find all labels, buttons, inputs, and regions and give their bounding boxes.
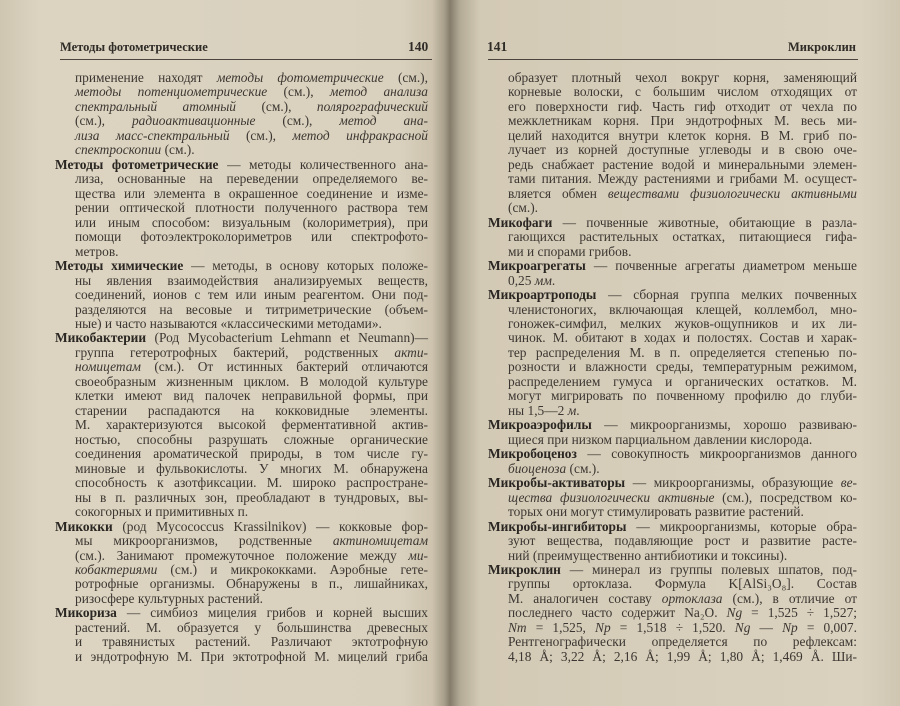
text-line xyxy=(75,591,428,606)
text-segment: (род Mycococcus Krassilnikov) — кокковые фор- xyxy=(112,518,428,534)
text-segment: (см.), xyxy=(75,113,132,129)
headword: Микроаэрофилы xyxy=(488,417,592,433)
text-line xyxy=(75,446,428,461)
text-line xyxy=(508,634,857,649)
text-segment: (см.). От истинных бактерий отличаются xyxy=(140,359,428,375)
text-line xyxy=(75,562,428,577)
text-segment: — совокупность микроорганизмов данного xyxy=(576,446,857,462)
cross-reference: ми- xyxy=(408,547,428,563)
text-segment: растений. М. образуется у большинства древесных xyxy=(75,619,428,635)
text-segment: розности и влажности среды, температурным режимом, xyxy=(508,359,857,375)
text-line xyxy=(75,403,428,418)
text-line xyxy=(75,345,428,360)
text-line xyxy=(508,576,857,591)
text-segment: — микроорганизмы, которые обра- xyxy=(626,518,857,534)
text-segment: (см.). xyxy=(508,200,539,216)
text-segment: (см.), xyxy=(236,98,317,114)
text-segment: старении распадаются на кокковидные элементы. xyxy=(75,402,428,418)
header-rule xyxy=(60,59,432,60)
text-segment: группа гетеротрофных бактерий, родственных xyxy=(75,344,395,360)
text-line xyxy=(508,84,857,99)
cross-reference: лиза масс-спектральный xyxy=(75,127,230,143)
cross-reference: методы потенциометрические xyxy=(75,84,268,100)
cross-reference: метод инфракрасной xyxy=(292,127,428,143)
text-line xyxy=(508,157,857,172)
text-segment: рении оптической плотности полученного раствора тем xyxy=(75,200,428,216)
text-segment: (см.), xyxy=(229,127,293,143)
text-line xyxy=(508,113,857,128)
headword: Микроклин xyxy=(488,561,561,577)
text-line xyxy=(488,417,857,432)
cross-reference: номицетам xyxy=(75,359,141,375)
text-segment: сокогорных и примитивных п. xyxy=(75,504,249,520)
text-segment: (см.), посредством ко- xyxy=(714,489,857,505)
text-line xyxy=(75,533,428,548)
text-segment: . xyxy=(576,402,580,418)
text-segment: = 0,007. xyxy=(797,619,857,635)
text-line xyxy=(508,128,857,143)
text-line xyxy=(75,576,428,591)
text-segment: (см.), xyxy=(267,84,330,100)
headword: Микокки xyxy=(55,518,113,534)
cross-reference: актиномицетам xyxy=(332,533,428,549)
text-segment: тер распределения М. в п. определяется степенью по- xyxy=(508,344,857,360)
text-segment: — симбиоз мицелия грибов и корней высших xyxy=(116,605,428,621)
text-line xyxy=(488,258,857,273)
right-page xyxy=(450,0,900,706)
text-line xyxy=(488,287,857,302)
text-line xyxy=(75,620,428,635)
text-line xyxy=(508,99,857,114)
text-line xyxy=(75,548,428,563)
text-line xyxy=(75,388,428,403)
text-segment: группы ортоклаза. Формула K[AlSi₃O₈]. Состав xyxy=(508,576,857,592)
cross-reference: Np xyxy=(782,619,798,635)
cross-reference: ве- xyxy=(840,475,857,491)
text-line xyxy=(508,229,857,244)
text-line xyxy=(75,649,428,664)
text-segment: . xyxy=(551,272,556,288)
cross-reference: акти- xyxy=(394,344,428,360)
headword: Микробы-ингибиторы xyxy=(488,518,627,534)
text-line xyxy=(55,157,428,172)
text-segment: мы микроорганизмов, родственные xyxy=(75,533,333,549)
cross-reference: биоценоза xyxy=(508,460,567,476)
text-segment: применение находят xyxy=(75,70,217,85)
page-number: 141 xyxy=(487,39,508,54)
headword: Микроагрегаты xyxy=(488,258,586,274)
text-segment: 4,18 Å; 3,22 Å; 2,16 Å; 1,99 Å; 1,80 Å; 1,469 Å. Ши- xyxy=(508,648,857,664)
cross-reference: метод ана- xyxy=(339,113,428,129)
text-line xyxy=(508,504,857,519)
text-line xyxy=(75,273,428,288)
cross-reference: мм xyxy=(534,272,552,288)
cross-reference: метод анализа xyxy=(329,84,428,100)
text-segment: — минерал из группы полевых шпатов, под- xyxy=(560,561,857,577)
cross-reference: Np xyxy=(595,619,611,635)
headword: Микробоценоз xyxy=(488,446,577,462)
text-segment: — методы количественного ана- xyxy=(218,156,428,172)
text-segment: = 1,525, xyxy=(526,619,596,635)
text-segment: метров. xyxy=(75,243,119,259)
text-line xyxy=(75,128,428,143)
text-segment: ностью, способны разрушать сложные органические xyxy=(75,431,428,447)
cross-reference: м xyxy=(567,402,577,418)
text-segment: миновые и фульвокислоты. У многих М. обнаружена xyxy=(75,460,428,476)
text-line xyxy=(75,359,428,374)
text-line xyxy=(488,519,857,534)
text-segment: целий находится внутри клеток корня. В М. гриб по- xyxy=(508,127,857,143)
text-line xyxy=(508,533,857,548)
text-segment: = 1,525 ÷ 1,527; xyxy=(742,605,857,621)
text-line xyxy=(75,84,428,99)
cross-reference: Ng xyxy=(734,619,751,635)
text-segment: образует плотный чехол вокруг корня, заменяющий xyxy=(508,70,857,85)
text-segment: его поверхности гиф. Часть гиф отходит от чехла по xyxy=(508,98,857,114)
text-line xyxy=(75,70,428,85)
text-segment: лучает из корней доступные углеводы и в свою оче- xyxy=(508,142,857,158)
text-segment: лиза, основанные на переведении определяемого ве- xyxy=(75,171,428,187)
text-line xyxy=(508,186,857,201)
text-segment: М. характеризуются высокой ферментативной актив- xyxy=(75,417,428,433)
text-segment: членистоногих, включающая клещей, коллембол, мно- xyxy=(508,301,857,317)
text-line xyxy=(75,186,428,201)
text-segment: 0,25 xyxy=(508,272,535,288)
headword: Микробы-активаторы xyxy=(488,475,626,491)
text-line xyxy=(75,504,428,519)
text-line xyxy=(508,649,857,664)
text-line xyxy=(75,490,428,505)
text-segment: соединений, ионов с тем или иным реагентом. Они под- xyxy=(75,287,428,303)
text-line xyxy=(508,403,857,418)
text-segment: тами питания. Между растениями и грибами М. осущест- xyxy=(508,171,857,187)
text-line xyxy=(75,113,428,128)
text-segment: ны 1,5—2 xyxy=(508,402,568,418)
text-segment: — xyxy=(750,619,783,635)
text-segment: щества или элемента в окрашенное соединение и изме- xyxy=(75,185,428,201)
text-line xyxy=(75,142,428,157)
text-line xyxy=(75,461,428,476)
text-line xyxy=(508,330,857,345)
text-line xyxy=(75,316,428,331)
text-segment: Рентгенографически определяется по рефлексам: xyxy=(508,634,857,650)
text-line xyxy=(55,258,428,273)
text-line xyxy=(508,591,857,606)
cross-reference: полярографический xyxy=(316,98,429,114)
text-segment: (Род Mycobacterium Lehmann et Neumann)— xyxy=(146,330,428,346)
text-line xyxy=(508,490,857,505)
text-segment: распределением гумуса и органических остатков. М. xyxy=(508,373,857,389)
cross-reference: кобактериями xyxy=(75,561,158,577)
running-title: Микроклин xyxy=(787,40,856,54)
text-line xyxy=(508,548,857,563)
text-line xyxy=(488,215,857,230)
cross-reference: Ng xyxy=(726,605,743,621)
text-line xyxy=(508,70,857,85)
text-line xyxy=(508,273,857,288)
text-segment: редь снабжает растение водой и минеральными элемен- xyxy=(508,156,857,172)
text-line xyxy=(75,302,428,317)
text-segment: щиеся при низком парциальном давлении кислорода. xyxy=(508,431,813,447)
text-line xyxy=(508,345,857,360)
text-segment: межклетникам корня. При эндотрофных М. весь ми- xyxy=(508,113,857,129)
text-segment: (см.), xyxy=(383,70,428,85)
text-line xyxy=(508,142,857,157)
text-line xyxy=(508,605,857,620)
text-segment: ний (преимущественно антибиотики и токсины). xyxy=(508,547,788,563)
header-rule xyxy=(488,59,858,60)
text-line xyxy=(508,620,857,635)
cross-reference: веществами физиологически активными xyxy=(607,185,857,201)
text-line xyxy=(75,432,428,447)
cross-reference: спектральный атомный xyxy=(75,98,237,114)
text-segment: — методы, в основу которых положе- xyxy=(183,258,429,274)
cross-reference: Nm xyxy=(508,619,527,635)
text-segment: торых они могут стимулировать развитие растений. xyxy=(508,504,804,520)
text-line xyxy=(75,229,428,244)
text-segment: — микроорганизмы, образующие xyxy=(625,475,841,491)
text-line xyxy=(488,446,857,461)
text-segment: помощи фотоэлектроколориметров или спектрофото- xyxy=(75,229,428,245)
text-segment: ные) и часто называются «классическими методами». xyxy=(75,315,382,331)
text-segment: ны в п. различных зон, преобладают в тундровых, вы- xyxy=(75,489,428,505)
text-segment: своеобразным жизненным циклом. В молодой культуре xyxy=(75,373,428,389)
text-segment: и травянистых растений. Различают эктотрофную xyxy=(75,634,428,650)
text-segment: (см.). Занимают промежуточное положение между xyxy=(75,547,409,563)
text-segment: ны явления взаимодействия анализируемых веществ, xyxy=(75,272,428,288)
text-segment: корневые волоски, с большим числом отходящих от xyxy=(508,84,857,100)
text-segment: гающихся растительных остатках, питающиеся гифа- xyxy=(508,229,857,245)
cross-reference: щества физиологически активные xyxy=(508,489,715,505)
text-segment: ми и спорами грибов. xyxy=(508,243,632,259)
text-segment: (см.). xyxy=(566,460,600,476)
text-line xyxy=(55,330,428,345)
text-segment: ротрофные организмы. Обнаружены в п., лишайниках, xyxy=(75,576,428,592)
text-segment: чинок. М. обитают в ходах и полостях. Состав и харак- xyxy=(508,330,857,346)
running-title: Методы фотометрические xyxy=(60,40,208,54)
text-line xyxy=(508,244,857,259)
left-page xyxy=(0,0,445,706)
text-line xyxy=(75,374,428,389)
text-segment: или иным способом: визуальным (колориметрия), при xyxy=(75,214,428,230)
text-line xyxy=(55,605,428,620)
text-line xyxy=(508,461,857,476)
text-segment: — почвенные животные, обитающие в разла- xyxy=(552,214,857,230)
text-line xyxy=(75,244,428,259)
headword: Микофаги xyxy=(488,214,553,230)
text-line xyxy=(75,99,428,114)
headword: Микроартроподы xyxy=(488,287,597,303)
text-line xyxy=(488,475,857,490)
text-line xyxy=(508,200,857,215)
text-segment: М. аналогичен составу xyxy=(508,590,662,606)
text-segment: — сборная группа мелких почвенных xyxy=(596,287,857,303)
text-segment: = 1,518 ÷ 1,520. xyxy=(610,619,735,635)
text-segment: ризосфере культурных растений. xyxy=(75,590,264,606)
text-segment: клетки имеют вид палочек неправильной формы, при xyxy=(75,388,428,404)
text-line xyxy=(508,388,857,403)
cross-reference: спектроскопии xyxy=(75,142,162,158)
text-segment: и эндотрофную М. При эктотрофной М. мицелий гриба xyxy=(75,648,428,664)
text-line xyxy=(508,171,857,186)
text-segment: соединения ароматической природы, в том числе гу- xyxy=(75,446,428,462)
text-line xyxy=(488,562,857,577)
text-line xyxy=(75,417,428,432)
text-segment: (см.), в отличие от xyxy=(722,590,857,606)
text-line xyxy=(508,374,857,389)
text-line xyxy=(75,475,428,490)
text-segment: — микроорганизмы, хорошо развиваю- xyxy=(591,417,857,433)
text-segment: (см.) и микрококками. Аэробные гете- xyxy=(157,561,428,577)
headword: Микобактерии xyxy=(55,330,147,346)
text-segment: — почвенные агрегаты диаметром меньше xyxy=(585,258,857,274)
text-line xyxy=(55,519,428,534)
text-segment: могут мигрировать по почвенному профилю до глуби- xyxy=(508,388,857,404)
text-line xyxy=(508,432,857,447)
text-line xyxy=(75,634,428,649)
text-segment: последнего часто содержит Na₂O. xyxy=(508,605,727,621)
text-segment: способность к азотфиксации. М. широко распростране- xyxy=(75,475,428,491)
text-line xyxy=(508,359,857,374)
text-segment: (см.), xyxy=(255,113,340,129)
cross-reference: радиоактивационные xyxy=(131,113,256,129)
text-line xyxy=(75,287,428,302)
text-segment: (см.). xyxy=(161,142,195,158)
text-line xyxy=(508,316,857,331)
text-line xyxy=(508,302,857,317)
headword: Методы химические xyxy=(55,258,184,274)
page-number: 140 xyxy=(408,39,429,54)
text-line xyxy=(75,200,428,215)
text-segment: зуют вещества, подавляющие рост и развитие расте- xyxy=(508,533,857,549)
text-segment: вляется обмен xyxy=(508,185,608,201)
text-line xyxy=(75,215,428,230)
text-segment: гоножек-симфил, мелких жуков-ощупников и их ли- xyxy=(508,315,857,331)
headword: Методы фотометрические xyxy=(55,156,219,172)
cross-reference: методы фотометрические xyxy=(216,70,384,85)
cross-reference: ортоклаза xyxy=(661,590,723,606)
headword: Микориза xyxy=(55,605,117,621)
text-segment: разделяются на весовые и титриметрические (объем- xyxy=(75,301,428,317)
text-line xyxy=(75,171,428,186)
